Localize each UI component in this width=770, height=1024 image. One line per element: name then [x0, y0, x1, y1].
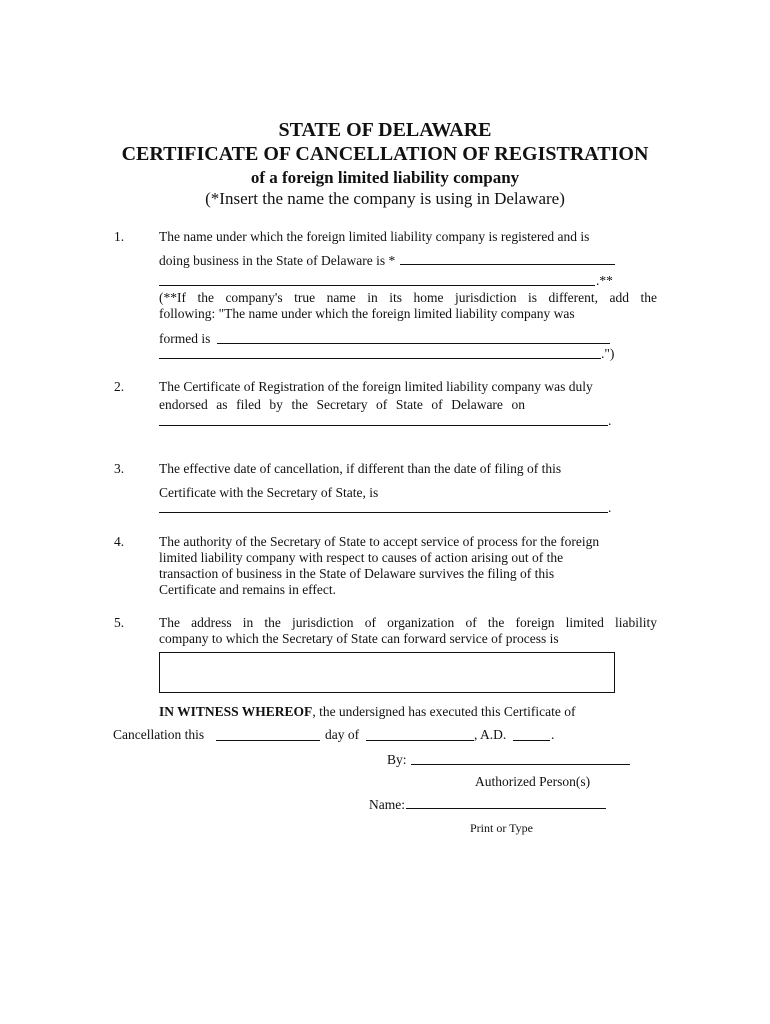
- signature-field[interactable]: [411, 764, 630, 765]
- item-5-number: 5.: [114, 615, 125, 630]
- item-5-line-2: company to which the Secretary of State can forward service of process is: [159, 631, 559, 646]
- item-2-line-3-end: .: [608, 413, 612, 428]
- by-label: By:: [387, 752, 407, 767]
- day-of-label: day of: [325, 727, 360, 742]
- witness-bold: IN WITNESS WHEREOF: [159, 704, 313, 719]
- delaware-name-field-1[interactable]: [400, 264, 615, 265]
- item-2-line-2: endorsed as filed by the Secretary of State of Delaware on: [159, 397, 525, 412]
- registration-date-field[interactable]: [159, 425, 608, 426]
- year-field[interactable]: [513, 740, 550, 741]
- item-4-line-1: The authority of the Secretary of State to accept service of process for the foreign: [159, 534, 600, 549]
- month-field[interactable]: [366, 740, 474, 741]
- day-field[interactable]: [216, 740, 320, 741]
- item-4-line-4: Certificate and remains in effect.: [159, 582, 337, 597]
- item-1-line-3-end: .**: [596, 273, 613, 288]
- true-name-field-2[interactable]: [159, 358, 601, 359]
- item-1-line-4: (**If the company's true name in its home jurisdiction is different, add the: [159, 290, 657, 305]
- item-1-line-2: doing business in the State of Delaware is *: [159, 253, 396, 268]
- ad-label: , A.D.: [474, 727, 507, 742]
- date-period: .: [551, 727, 555, 742]
- item-4-line-3: transaction of business in the State of Delaware survives the filing of this: [159, 566, 555, 581]
- address-input-box[interactable]: [159, 652, 615, 693]
- title-subtitle: of a foreign limited liability company: [250, 168, 520, 187]
- print-or-type-label: Print or Type: [470, 821, 533, 835]
- title-instruction: (*Insert the name the company is using in Delaware): [205, 189, 565, 208]
- item-3-number: 3.: [114, 461, 125, 476]
- authorized-person-label: Authorized Person(s): [475, 774, 591, 789]
- witness-rest: , the undersigned has executed this Certificate of: [312, 704, 576, 719]
- item-2-line-1: The Certificate of Registration of the foreign limited liability company was duly: [159, 379, 593, 394]
- effective-date-field[interactable]: [159, 512, 608, 513]
- title-certificate: CERTIFICATE OF CANCELLATION OF REGISTRATION: [121, 143, 649, 165]
- item-1-line-7-end: ."): [601, 346, 615, 361]
- item-3-line-1: The effective date of cancellation, if different than the date of filing of this: [159, 461, 562, 476]
- item-4-line-2: limited liability company with respect to causes of action arising out of the: [159, 550, 564, 565]
- true-name-field-1[interactable]: [217, 343, 610, 344]
- item-2-number: 2.: [114, 379, 125, 394]
- witness-line: [159, 704, 575, 720]
- item-3-line-3-end: .: [608, 500, 612, 515]
- cancellation-this-label: Cancellation this: [113, 727, 205, 742]
- item-1-line-5: following: "The name under which the foreign limited liability company was: [159, 306, 575, 321]
- item-1-line-1: The name under which the foreign limited liability company is registered and is: [159, 229, 590, 244]
- title-state: STATE OF DELAWARE: [278, 119, 492, 141]
- item-1-line-6: formed is: [159, 331, 211, 346]
- item-3-line-2: Certificate with the Secretary of State, is: [159, 485, 379, 500]
- delaware-name-field-2[interactable]: [159, 285, 595, 286]
- item-1-number: 1.: [114, 229, 125, 244]
- printed-name-field[interactable]: [406, 808, 606, 809]
- item-4-number: 4.: [114, 534, 125, 549]
- name-label: Name:: [369, 797, 405, 812]
- item-5-line-1: The address in the jurisdiction of organization of the foreign limited liability: [159, 615, 657, 630]
